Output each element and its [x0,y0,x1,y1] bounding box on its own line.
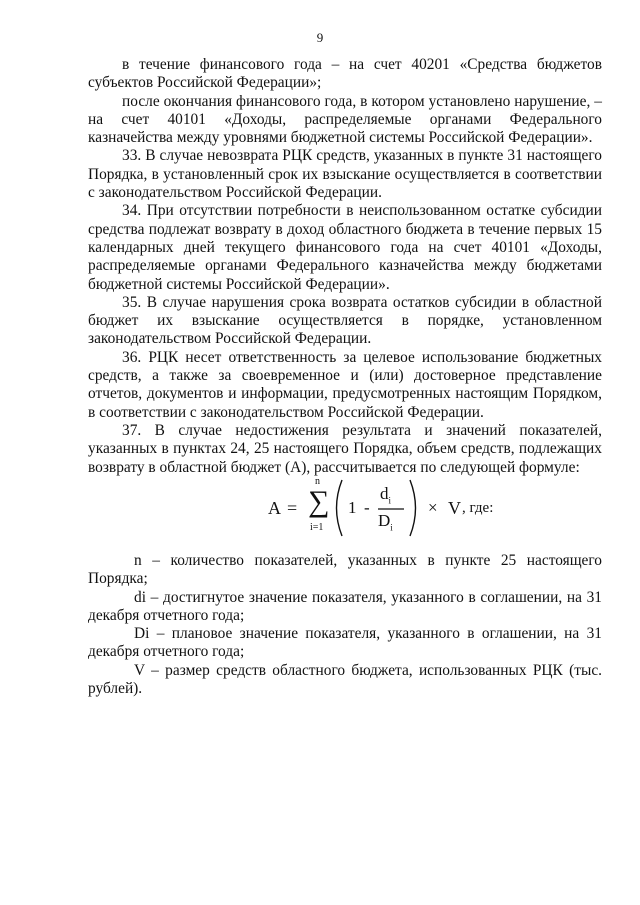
definition-item: di – достигнутое значение показателя, указанного в соглашении, на 31 декабря отчетного года; [88,588,602,624]
formula-left-paren [330,478,344,538]
definitions [88,552,602,698]
formula [268,478,508,542]
formula-suffix: , где: [462,500,494,516]
sum-symbol: ∑ [308,485,330,518]
denominator-subscript: i [390,522,393,533]
paragraph: 33. В случае невозврата РЦК средств, указанных в пункте 31 настоящего Порядка, в установленный срок их взыскание осуществляется в соответствии с законодательством Российской Федерации. [88,147,602,202]
denominator-letter: D [378,511,391,530]
numerator-subscript: i [388,495,392,506]
sum-lower-limit: i=1 [310,522,324,533]
formula-factor: V [448,498,461,518]
paragraph: после окончания финансового года, в котором установлено нарушение, – на счет 40101 «Доходы, распределяемые органами Федерального казначейства между уровнями бюджетной системы Российской Федерации». [88,92,602,147]
fraction-numerator [380,484,391,505]
formula-lhs: A [268,498,281,518]
sum-upper-limit: n [315,476,320,487]
formula-right-paren [408,478,422,538]
definition-item: V – размер средств областного бюджета, использованных РЦК (тыс. рублей). [88,661,602,698]
body-text [88,56,602,477]
paragraph: в течение финансового года – на счет 40201 «Средства бюджетов субъектов Российской Федерации»; [88,56,602,92]
paragraph: 34. При отсутствии потребности в неиспользованном остатке субсидии средства подлежат возврату в доход областного бюджета в течение первых 15 календарных дней текущего финансового года на счет 40101 «Доходы, распределяемые органами Федерального казначейства между бюджетами бюджетной системы Российской Федерации». [88,202,602,293]
formula-minus: - [364,498,370,517]
formula-equals: = [287,498,298,518]
page-number: 9 [316,30,324,45]
fraction-bar [378,508,404,510]
definition-item: Di – плановое значение показателя, указанного в оглашении, на 31 декабря отчетного года; [88,625,602,661]
numerator-letter: d [380,484,389,503]
formula-one: 1 [348,498,357,517]
formula-times: × [428,498,438,517]
paragraph: 36. РЦК несет ответственность за целевое использование бюджетных средств, а также за своевременное и (или) достоверное представление отчетов, документов и информации, предусмотренных настоящим Порядком, в соответствии с законодательством Российской Федерации. [88,348,602,421]
paragraph: 35. В случае нарушения срока возврата остатков субсидии в областной бюджет их взыскание осуществляется в порядке, установленном законодательством Российской Федерации. [88,293,602,348]
paragraph: 37. В случае недостижения результата и значений показателей, указанных в пунктах 24, 25 настоящего Порядка, объем средств, подлежащих возврату в областной бюджет (А), рассчитывается по следующей формуле: [88,421,602,476]
fraction-denominator [378,511,393,532]
definition-item: n – количество показателей, указанных в пункте 25 настоящего Порядка; [88,552,602,588]
